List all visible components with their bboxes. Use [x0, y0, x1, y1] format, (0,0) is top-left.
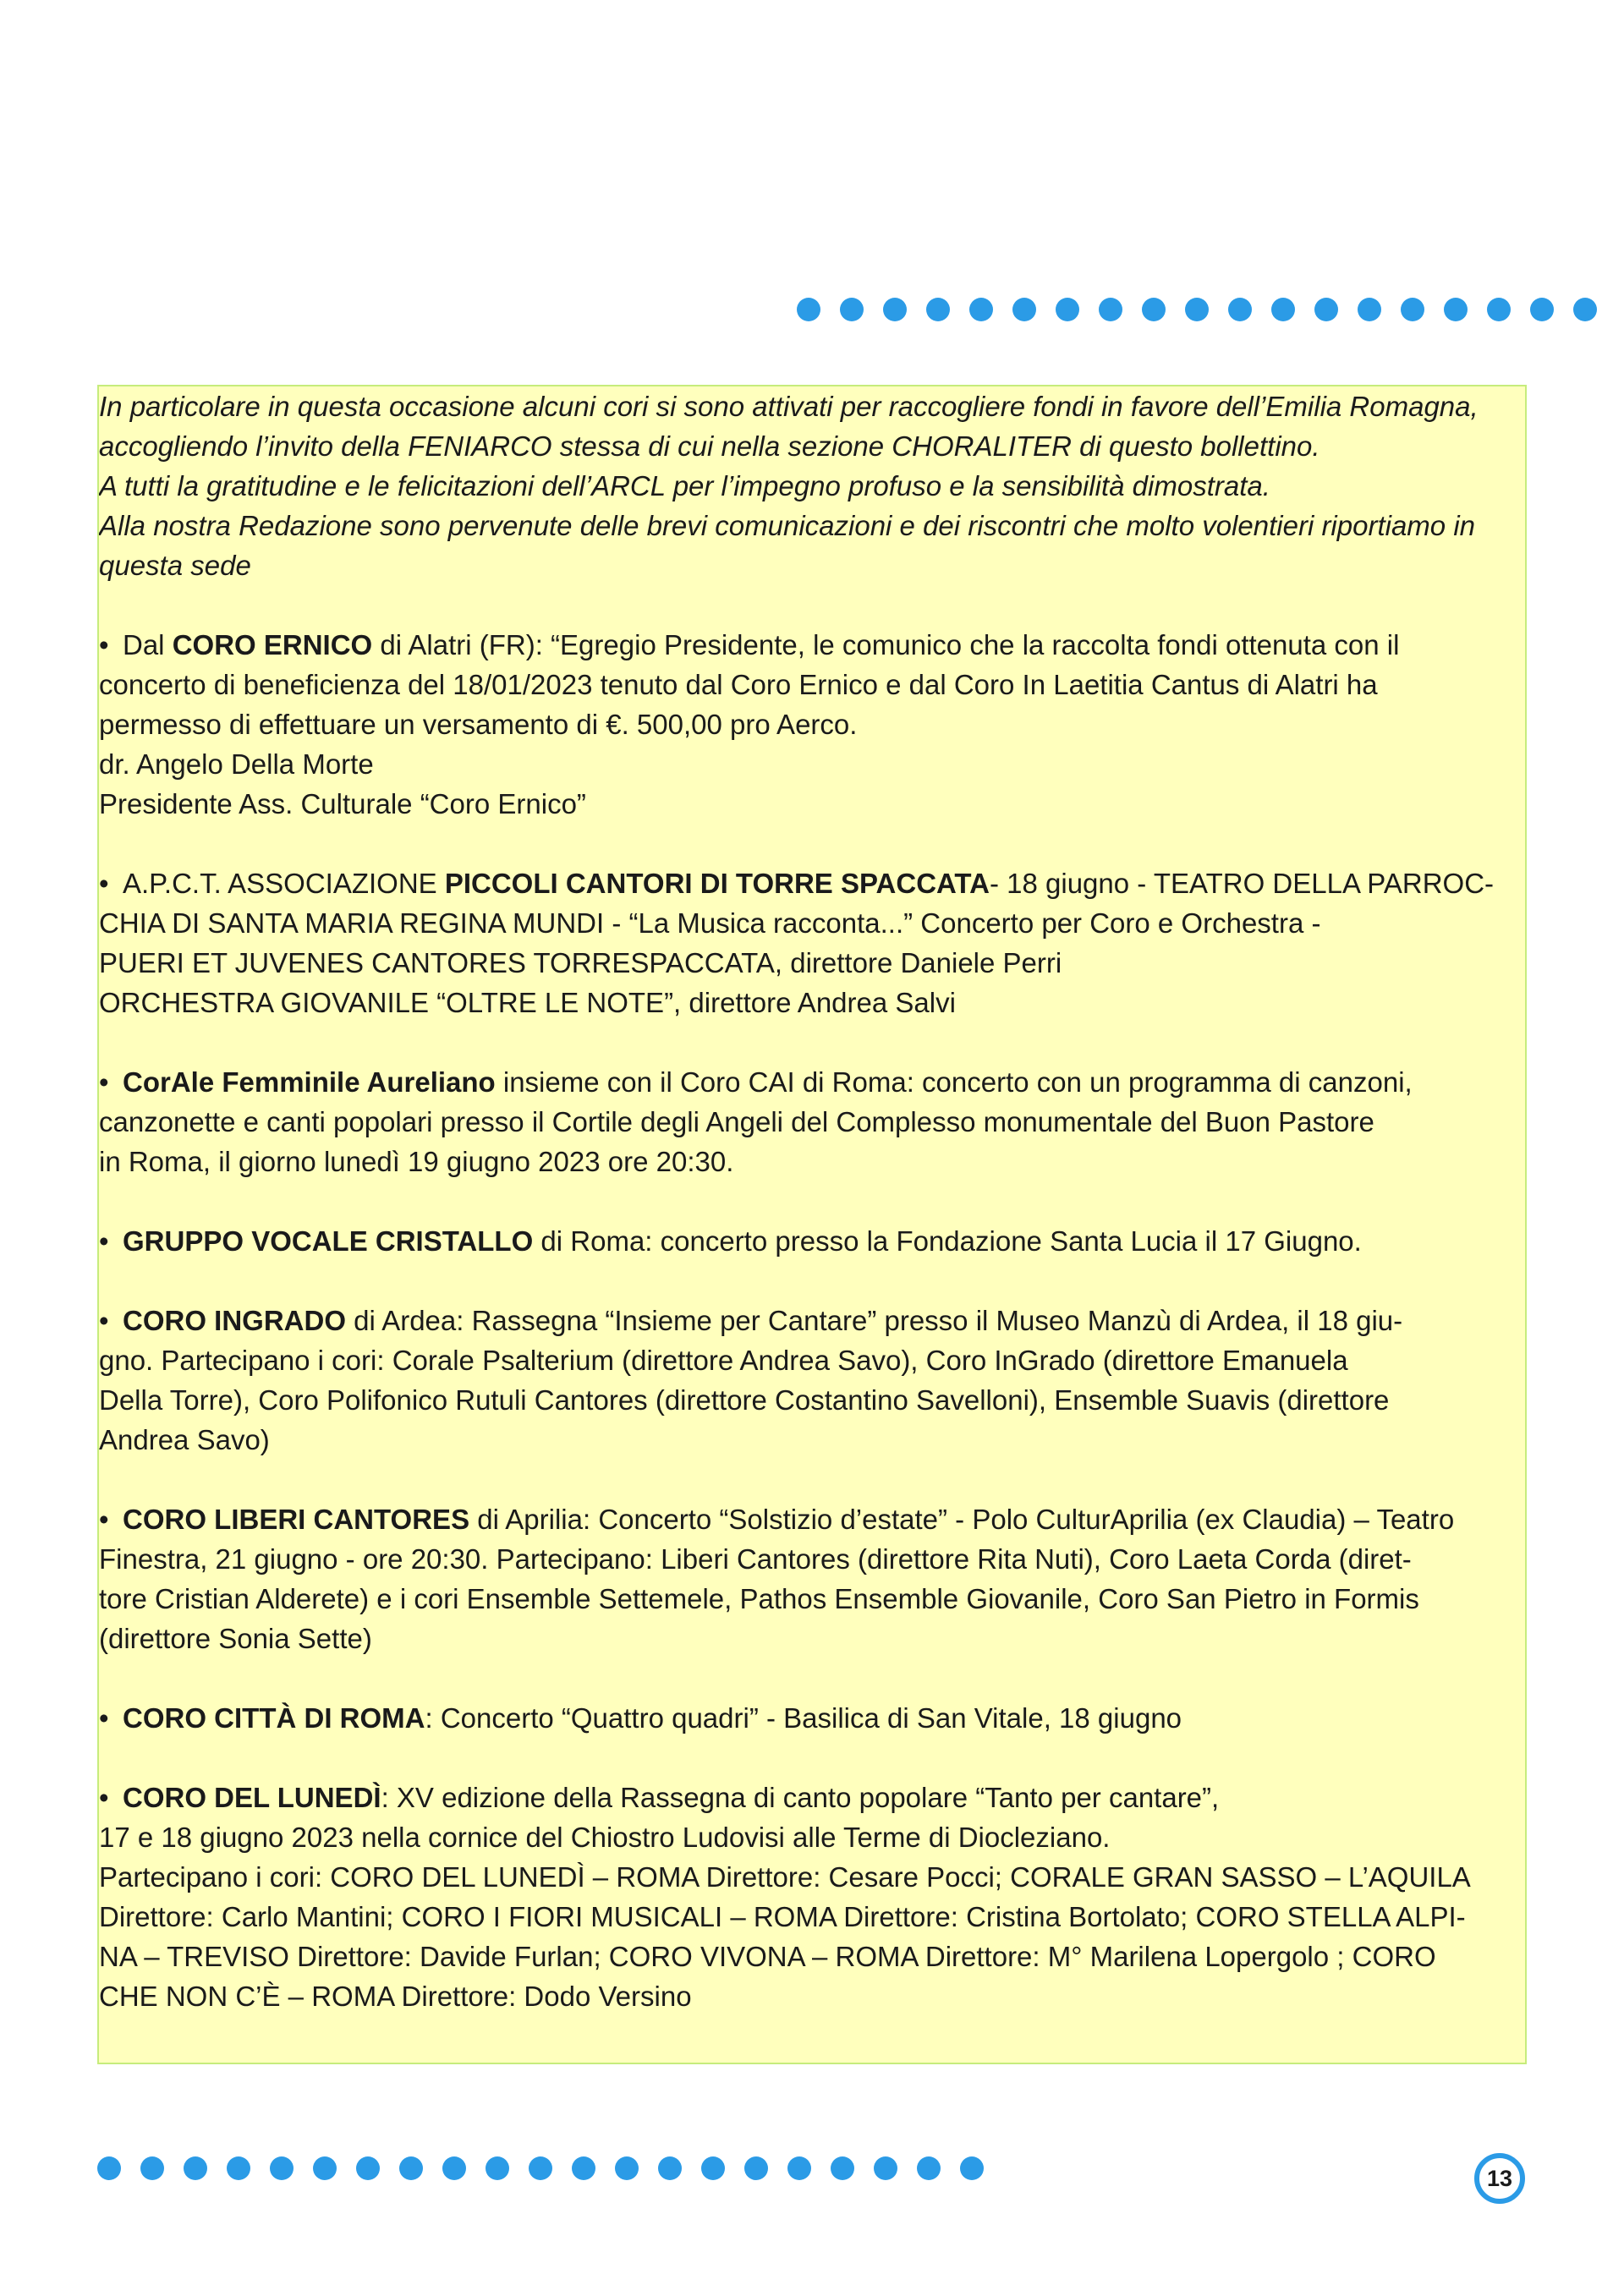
entry-line: [99, 1340, 1525, 1380]
entry-line: [99, 1937, 1525, 1976]
content-box: [97, 385, 1527, 2064]
entry-text: Partecipano i cori: CORO DEL LUNEDÌ – ROMA Direttore: Cesare Pocci; CORALE GRAN SASSO – L’AQUILA: [99, 1861, 1471, 1893]
entry-line: [99, 1539, 1525, 1579]
entry-line: [99, 1221, 1525, 1261]
dot-icon: [615, 2156, 639, 2180]
dot-icon: [1142, 298, 1166, 321]
dot-icon: [140, 2156, 164, 2180]
entry-line: [99, 903, 1525, 943]
entry-item: [99, 863, 1525, 1022]
entry-line: [99, 1380, 1525, 1420]
dot-icon: [1314, 298, 1338, 321]
dot-icon: [572, 2156, 595, 2180]
dot-icon: [270, 2156, 294, 2180]
choir-name: GRUPPO VOCALE CRISTALLO: [123, 1225, 534, 1257]
entry-line: [99, 1499, 1525, 1539]
entry-text: Dal: [123, 629, 173, 660]
entry-text: : XV edizione della Rassegna di canto popolare “Tanto per cantare”,: [381, 1782, 1220, 1813]
page-number: 13: [1474, 2153, 1525, 2204]
dot-icon: [917, 2156, 941, 2180]
dot-icon: [1487, 298, 1511, 321]
entry-text: insieme con il Coro CAI di Roma: concerto con un programma di canzoni,: [495, 1066, 1413, 1098]
entry-text: Andrea Savo): [99, 1424, 270, 1455]
entry-line: [99, 1778, 1525, 1817]
entry-text: - 18 giugno - TEATRO DELLA PARROC-: [989, 868, 1495, 899]
dot-icon: [1401, 298, 1424, 321]
entry-item: [99, 1062, 1525, 1181]
bullet-icon: •: [99, 1225, 109, 1257]
choir-name: PICCOLI CANTORI DI TORRE SPACCATA: [444, 868, 990, 899]
entry-text: canzonette e canti popolari presso il Cortile degli Angeli del Complesso monumentale del Buon Pastore: [99, 1106, 1374, 1137]
dot-icon: [969, 298, 993, 321]
dot-icon: [1358, 298, 1381, 321]
intro-line: A tutti la gratitudine e le felicitazioni dell’ARCL per l’impegno profuso e la sensibilità dimostrata.: [99, 470, 1270, 501]
dot-icon: [1573, 298, 1597, 321]
dot-icon: [658, 2156, 682, 2180]
dot-icon: [787, 2156, 811, 2180]
dot-icon: [883, 298, 907, 321]
dot-icon: [529, 2156, 552, 2180]
entry-line: [99, 1102, 1525, 1142]
bullet-icon: •: [99, 1702, 109, 1734]
entry-text: di Alatri (FR): “Egregio Presidente, le comunico che la raccolta fondi ottenuta con il: [372, 629, 1400, 660]
intro-line: Alla nostra Redazione sono pervenute delle brevi comunicazioni e dei riscontri che molto volentieri riportiamo in: [99, 510, 1476, 541]
entry-line: [99, 1817, 1525, 1857]
dot-icon: [486, 2156, 509, 2180]
decorative-dots-top: [797, 298, 1597, 321]
entry-text: CHE NON C’È – ROMA Direttore: Dodo Versino: [99, 1981, 692, 2012]
bullet-icon: •: [99, 1066, 109, 1098]
entry-text: concerto di beneficienza del 18/01/2023 tenuto dal Coro Ernico e dal Coro In Laetitia Cantus di Alatri ha: [99, 669, 1378, 700]
entries-list: [99, 625, 1525, 2016]
bullet-icon: •: [99, 1504, 109, 1535]
intro-line: accogliendo l’invito della FENIARCO stessa di cui nella sezione CHORALITER di questo bollettino.: [99, 430, 1320, 462]
dot-icon: [744, 2156, 768, 2180]
entry-line: [99, 1976, 1525, 2016]
entry-text: A.P.C.T. ASSOCIAZIONE: [123, 868, 445, 899]
dot-icon: [442, 2156, 466, 2180]
choir-name: CorAle Femminile Aureliano: [123, 1066, 496, 1098]
entry-text: gno. Partecipano i cori: Corale Psalterium (direttore Andrea Savo), Coro InGrado (direttore Emanuela: [99, 1345, 1348, 1376]
entry-text: Direttore: Carlo Mantini; CORO I FIORI MUSICALI – ROMA Direttore: Cristina Bortolato; CORO STELLA ALPI-: [99, 1901, 1466, 1932]
entry-item: [99, 625, 1525, 824]
dot-icon: [184, 2156, 207, 2180]
choir-name: CORO CITTÀ DI ROMA: [123, 1702, 425, 1734]
entry-text: (direttore Sonia Sette): [99, 1623, 372, 1654]
intro-line: In particolare in questa occasione alcuni cori si sono attivati per raccogliere fondi in favore dell’Emilia Romagna,: [99, 391, 1479, 422]
entry-line: [99, 1897, 1525, 1937]
dot-icon: [1530, 298, 1554, 321]
choir-name: CORO INGRADO: [123, 1305, 346, 1336]
entry-text: di Roma: concerto presso la Fondazione Santa Lucia il 17 Giugno.: [533, 1225, 1362, 1257]
entry-text: PUERI ET JUVENES CANTORES TORRESPACCATA, direttore Daniele Perri: [99, 947, 1062, 978]
entry-item: [99, 1221, 1525, 1261]
entry-line: [99, 983, 1525, 1022]
entry-text: 17 e 18 giugno 2023 nella cornice del Chiostro Ludovisi alle Terme di Diocleziano.: [99, 1822, 1111, 1853]
entry-text: permesso di effettuare un versamento di €. 500,00 pro Aerco.: [99, 709, 858, 740]
entry-item: [99, 1499, 1525, 1658]
entry-line: [99, 1619, 1525, 1658]
bullet-icon: •: [99, 1305, 109, 1336]
entry-text: Della Torre), Coro Polifonico Rutuli Cantores (direttore Costantino Savelloni), Ensemble Suavis (direttore: [99, 1384, 1390, 1416]
bullet-icon: •: [99, 1782, 109, 1813]
dot-icon: [1228, 298, 1252, 321]
entry-line: [99, 1698, 1525, 1738]
dot-icon: [1444, 298, 1468, 321]
entry-line: [99, 625, 1525, 665]
entry-text: tore Cristian Alderete) e i cori Ensemble Settemele, Pathos Ensemble Giovanile, Coro San Pietro in Formis: [99, 1583, 1419, 1614]
entry-item: [99, 1778, 1525, 2016]
entry-text: CHIA DI SANTA MARIA REGINA MUNDI - “La Musica racconta...” Concerto per Coro e Orchestra -: [99, 907, 1321, 939]
entry-text: Presidente Ass. Culturale “Coro Ernico”: [99, 788, 586, 819]
entry-text: in Roma, il giorno lunedì 19 giugno 2023 ore 20:30.: [99, 1146, 734, 1177]
dot-icon: [1056, 298, 1079, 321]
dot-icon: [399, 2156, 423, 2180]
entry-text: ORCHESTRA GIOVANILE “OLTRE LE NOTE”, direttore Andrea Salvi: [99, 987, 956, 1018]
dot-icon: [1271, 298, 1295, 321]
entry-item: [99, 1698, 1525, 1738]
entry-text: NA – TREVISO Direttore: Davide Furlan; CORO VIVONA – ROMA Direttore: M° Marilena Lopergolo ; CORO: [99, 1941, 1436, 1972]
decorative-dots-bottom: [97, 2156, 984, 2180]
choir-name: CORO LIBERI CANTORES: [123, 1504, 470, 1535]
dot-icon: [1185, 298, 1209, 321]
intro-line: questa sede: [99, 550, 251, 581]
entry-text: di Ardea: Rassegna “Insieme per Cantare” presso il Museo Manzù di Ardea, il 18 giu-: [346, 1305, 1403, 1336]
entry-line: [99, 863, 1525, 903]
entry-line: [99, 1420, 1525, 1460]
entry-line: [99, 1857, 1525, 1897]
dot-icon: [840, 298, 864, 321]
dot-icon: [356, 2156, 380, 2180]
bullet-icon: •: [99, 629, 109, 660]
entry-line: [99, 784, 1525, 824]
entry-line: [99, 744, 1525, 784]
dot-icon: [1012, 298, 1036, 321]
entry-text: : Concerto “Quattro quadri” - Basilica di San Vitale, 18 giugno: [425, 1702, 1182, 1734]
dot-icon: [1099, 298, 1122, 321]
entry-line: [99, 1142, 1525, 1181]
dot-icon: [701, 2156, 725, 2180]
entry-item: [99, 1301, 1525, 1460]
entry-line: [99, 665, 1525, 704]
dot-icon: [797, 298, 820, 321]
entry-text: di Aprilia: Concerto “Solstizio d’estate” - Polo CulturAprilia (ex Claudia) – Teatro: [469, 1504, 1455, 1535]
bullet-icon: •: [99, 868, 109, 899]
entry-line: [99, 943, 1525, 983]
dot-icon: [313, 2156, 337, 2180]
dot-icon: [97, 2156, 121, 2180]
dot-icon: [831, 2156, 854, 2180]
entry-line: [99, 704, 1525, 744]
dot-icon: [874, 2156, 897, 2180]
entry-line: [99, 1062, 1525, 1102]
intro-paragraph: [99, 386, 1525, 585]
entry-line: [99, 1579, 1525, 1619]
dot-icon: [227, 2156, 250, 2180]
choir-name: CORO ERNICO: [172, 629, 373, 660]
dot-icon: [960, 2156, 984, 2180]
entry-text: dr. Angelo Della Morte: [99, 748, 374, 780]
entry-text: Finestra, 21 giugno - ore 20:30. Partecipano: Liberi Cantores (direttore Rita Nuti), Coro Laeta Corda (diret-: [99, 1543, 1412, 1575]
entry-line: [99, 1301, 1525, 1340]
dot-icon: [926, 298, 950, 321]
choir-name: CORO DEL LUNEDÌ: [123, 1782, 381, 1813]
